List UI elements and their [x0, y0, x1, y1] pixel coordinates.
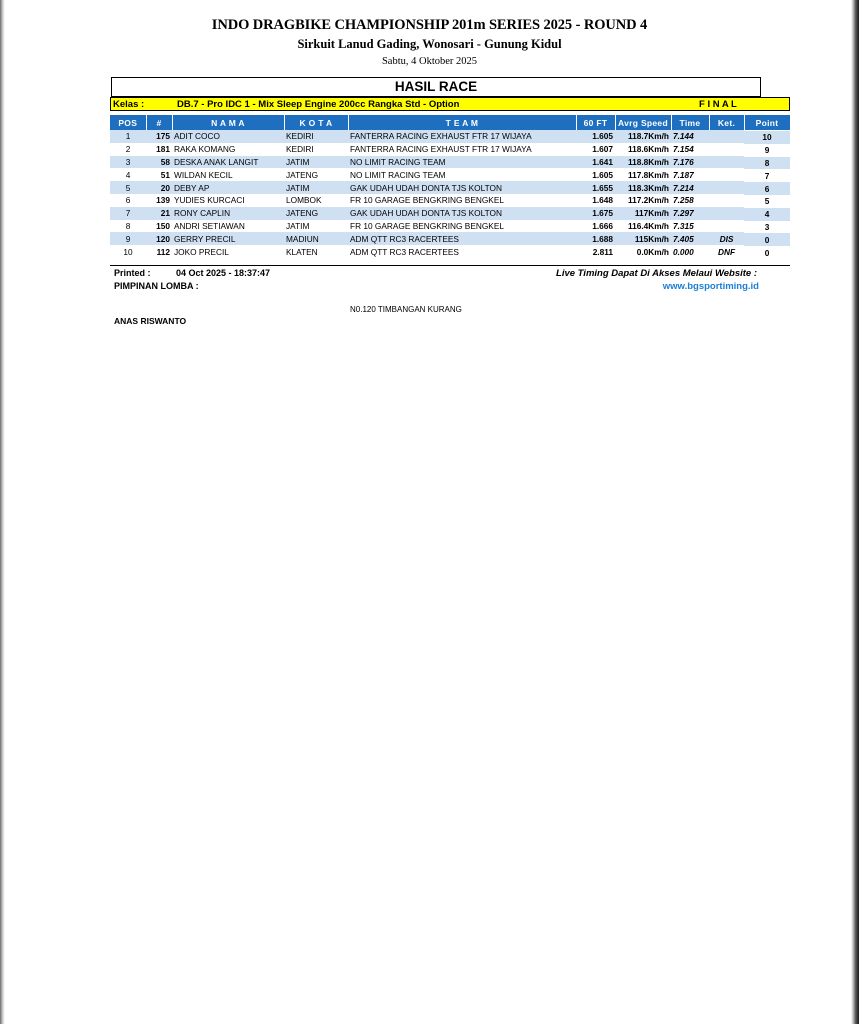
cell-number: 51 [146, 168, 172, 181]
cell-nama: DESKA ANAK LANGIT [172, 156, 284, 169]
cell-60ft: 1.607 [576, 143, 615, 156]
cell-number: 120 [146, 232, 172, 245]
cell-speed: 118.3Km/h [615, 181, 671, 194]
cell-team: FR 10 GARAGE BENGKRING BENGKEL [348, 194, 576, 207]
printed-timestamp: 04 Oct 2025 - 18:37:47 [176, 268, 271, 278]
cell-team: GAK UDAH UDAH DONTA TJS KOLTON [348, 207, 576, 220]
cell-number: 139 [146, 194, 172, 207]
cell-point: 6 [744, 182, 790, 195]
kelas-label: Kelas : [113, 99, 145, 110]
printed-label: Printed : [114, 268, 151, 278]
table-row [110, 156, 790, 169]
cell-pos: 7 [110, 207, 146, 220]
cell-60ft: 1.641 [576, 156, 615, 169]
race-note: N0.120 TIMBANGAN KURANG [350, 305, 462, 314]
table-row [110, 194, 790, 207]
cell-team: NO LIMIT RACING TEAM [348, 168, 576, 181]
cell-kota: JATIM [284, 220, 348, 233]
cell-number: 175 [146, 130, 172, 143]
cell-ket: DNF [709, 245, 744, 258]
cell-nama: YUDIES KURCACI [172, 194, 284, 207]
cell-point: 0 [744, 246, 790, 259]
cell-time: 0.000 [671, 245, 709, 258]
cell-60ft: 1.605 [576, 130, 615, 143]
col-header-point: Point [744, 115, 790, 130]
cell-nama: RONY CAPLIN [172, 207, 284, 220]
cell-team: FANTERRA RACING EXHAUST FTR 17 WIJAYA [348, 143, 576, 156]
cell-pos: 5 [110, 181, 146, 194]
signer-name: ANAS RISWANTO [114, 316, 187, 326]
cell-number: 21 [146, 207, 172, 220]
cell-pos: 6 [110, 194, 146, 207]
kelas-bar [110, 97, 790, 111]
col-header-number: # [146, 115, 172, 130]
cell-nama: GERRY PRECIL [172, 232, 284, 245]
cell-kota: JATIM [284, 181, 348, 194]
cell-ket [709, 168, 744, 181]
cell-time: 7.154 [671, 143, 709, 156]
cell-60ft: 1.648 [576, 194, 615, 207]
cell-speed: 117Km/h [615, 207, 671, 220]
cell-kota: JATIM [284, 156, 348, 169]
cell-number: 150 [146, 220, 172, 233]
cell-kota: JATENG [284, 168, 348, 181]
cell-team: FANTERRA RACING EXHAUST FTR 17 WIJAYA [348, 130, 576, 143]
cell-team: NO LIMIT RACING TEAM [348, 156, 576, 169]
cell-60ft: 1.675 [576, 207, 615, 220]
cell-point: 8 [744, 157, 790, 170]
cell-team: ADM QTT RC3 RACERTEES [348, 245, 576, 258]
cell-kota: KEDIRI [284, 130, 348, 143]
cell-time: 7.297 [671, 207, 709, 220]
cell-team: FR 10 GARAGE BENGKRING BENGKEL [348, 220, 576, 233]
table-row [110, 232, 790, 245]
cell-number: 112 [146, 245, 172, 258]
results-table [110, 115, 791, 258]
cell-nama: ADIT COCO [172, 130, 284, 143]
cell-speed: 118.8Km/h [615, 156, 671, 169]
cell-nama: DEBY AP [172, 181, 284, 194]
cell-nama: JOKO PRECIL [172, 245, 284, 258]
cell-speed: 0.0Km/h [615, 245, 671, 258]
cell-ket [709, 143, 744, 156]
table-header-row [110, 115, 790, 130]
cell-ket [709, 156, 744, 169]
cell-point: 0 [744, 233, 790, 246]
cell-nama: ANDRI SETIAWAN [172, 220, 284, 233]
col-header-ket: Ket. [709, 115, 744, 130]
table-row [110, 143, 790, 156]
table-row [110, 220, 790, 233]
cell-ket [709, 194, 744, 207]
cell-ket [709, 181, 744, 194]
cell-pos: 8 [110, 220, 146, 233]
event-date: Sabtu, 4 Oktober 2025 [381, 56, 478, 67]
cell-ket: DIS [709, 232, 744, 245]
table-row [110, 168, 790, 181]
cell-time: 7.258 [671, 194, 709, 207]
cell-ket [709, 130, 744, 143]
cell-ket [709, 207, 744, 220]
cell-team: GAK UDAH UDAH DONTA TJS KOLTON [348, 181, 576, 194]
cell-ket [709, 220, 744, 233]
cell-point: 4 [744, 208, 790, 221]
stage-label: F I N A L [699, 99, 737, 110]
website-link[interactable]: www.bgsportiming.id [662, 281, 759, 292]
cell-kota: MADIUN [284, 232, 348, 245]
cell-speed: 117.2Km/h [615, 194, 671, 207]
event-venue: Sirkuit Lanud Gading, Wonosari - Gunung Kidul [297, 37, 562, 51]
col-header-nama: N A M A [172, 115, 284, 130]
col-header-kota: K O T A [284, 115, 348, 130]
cell-number: 20 [146, 181, 172, 194]
table-row [110, 245, 790, 258]
live-timing-note: Live Timing Dapat Di Akses Melaui Website : [556, 268, 757, 279]
hasil-race-heading: HASIL RACE [111, 77, 761, 97]
cell-number: 58 [146, 156, 172, 169]
table-row [110, 207, 790, 220]
cell-point: 3 [744, 221, 790, 234]
page-left-edge-shadow [0, 0, 5, 1024]
cell-speed: 115Km/h [615, 232, 671, 245]
cell-speed: 117.8Km/h [615, 168, 671, 181]
cell-time: 7.187 [671, 168, 709, 181]
cell-kota: JATENG [284, 207, 348, 220]
cell-pos: 3 [110, 156, 146, 169]
col-header-pos: POS [110, 115, 146, 130]
kelas-name: DB.7 - Pro IDC 1 - Mix Sleep Engine 200cc Rangka Std - Option [177, 99, 460, 110]
cell-pos: 10 [110, 245, 146, 258]
event-title: INDO DRAGBIKE CHAMPIONSHIP 201m SERIES 2025 - ROUND 4 [211, 17, 648, 33]
pimpinan-lomba-label: PIMPINAN LOMBA : [114, 281, 199, 291]
cell-team: ADM QTT RC3 RACERTEES [348, 232, 576, 245]
cell-point: 7 [744, 169, 790, 182]
cell-point: 5 [744, 195, 790, 208]
cell-nama: WILDAN KECIL [172, 168, 284, 181]
col-header-team: T E A M [348, 115, 576, 130]
cell-nama: RAKA KOMANG [172, 143, 284, 156]
table-row [110, 130, 790, 143]
cell-point: 10 [744, 131, 790, 144]
cell-time: 7.405 [671, 232, 709, 245]
cell-pos: 4 [110, 168, 146, 181]
cell-time: 7.176 [671, 156, 709, 169]
cell-pos: 1 [110, 130, 146, 143]
col-header-time: Time [671, 115, 709, 130]
cell-time: 7.214 [671, 181, 709, 194]
cell-pos: 2 [110, 143, 146, 156]
col-header-60ft: 60 FT [576, 115, 615, 130]
col-header-avrg-speed: Avrg Speed [615, 115, 671, 130]
cell-kota: KEDIRI [284, 143, 348, 156]
table-bottom-rule [110, 265, 790, 266]
cell-time: 7.315 [671, 220, 709, 233]
cell-point: 9 [744, 144, 790, 157]
cell-60ft: 1.605 [576, 168, 615, 181]
cell-speed: 116.4Km/h [615, 220, 671, 233]
cell-pos: 9 [110, 232, 146, 245]
cell-60ft: 2.811 [576, 245, 615, 258]
cell-kota: LOMBOK [284, 194, 348, 207]
table-row [110, 181, 790, 194]
cell-number: 181 [146, 143, 172, 156]
cell-60ft: 1.655 [576, 181, 615, 194]
cell-60ft: 1.688 [576, 232, 615, 245]
cell-60ft: 1.666 [576, 220, 615, 233]
cell-speed: 118.6Km/h [615, 143, 671, 156]
cell-speed: 118.7Km/h [615, 130, 671, 143]
cell-time: 7.144 [671, 130, 709, 143]
cell-kota: KLATEN [284, 245, 348, 258]
page-right-edge-shadow [851, 0, 859, 1024]
